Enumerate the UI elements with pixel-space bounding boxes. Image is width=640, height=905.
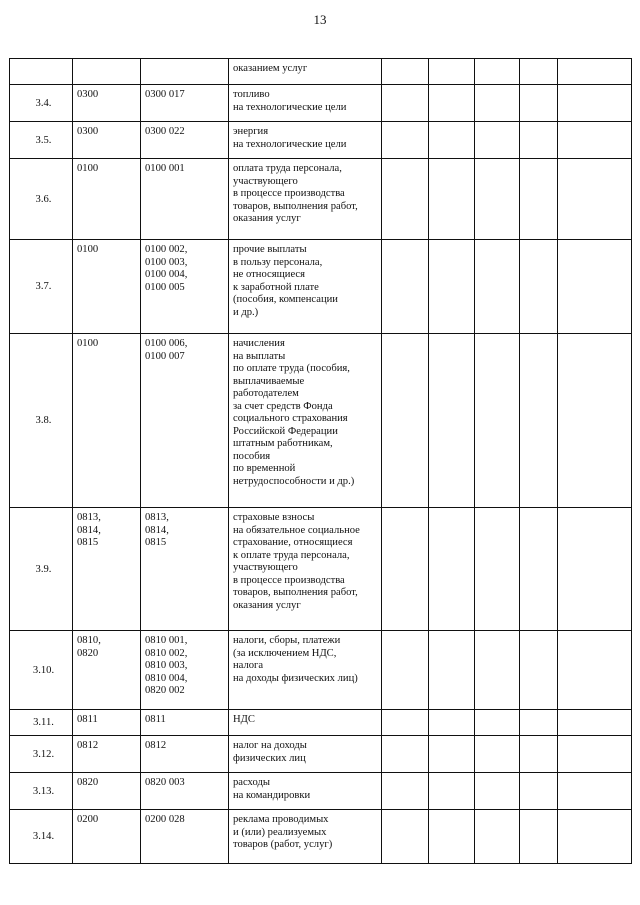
item-code bbox=[141, 773, 229, 810]
item-code-line: 0810 001, bbox=[145, 635, 188, 646]
section-code-line: 0100 bbox=[77, 163, 99, 174]
section-code bbox=[73, 240, 141, 334]
item-description-line: товаров (работ, услуг) bbox=[233, 839, 333, 850]
item-description-line: в процессе производства bbox=[233, 188, 345, 199]
item-description-line: на технологические цели bbox=[233, 138, 347, 150]
item-code bbox=[141, 710, 229, 736]
item-description-line: оказанием услуг bbox=[233, 63, 308, 74]
table-row bbox=[10, 334, 632, 508]
item-description-line: нетрудоспособности и др.) bbox=[233, 475, 355, 487]
empty-cell bbox=[520, 122, 558, 159]
item-description-line: НДС bbox=[233, 714, 255, 725]
item-description-line: прочие выплаты bbox=[233, 244, 307, 255]
empty-cell bbox=[429, 159, 475, 240]
empty-cell bbox=[382, 334, 429, 508]
section-code-line: 0820 bbox=[77, 647, 99, 659]
item-description-line: Российской Федерации bbox=[233, 425, 338, 437]
empty-cell bbox=[558, 710, 632, 736]
item-description-line: страхование, относящиеся bbox=[233, 537, 353, 548]
empty-cell bbox=[475, 59, 520, 85]
empty-cell bbox=[382, 631, 429, 710]
item-description-line: за счет средств Фонда bbox=[233, 400, 333, 412]
empty-cell bbox=[558, 159, 632, 240]
section-code-line: 0812 bbox=[77, 740, 99, 751]
cost-items-table bbox=[9, 58, 632, 864]
item-description-line: в пользу персонала, bbox=[233, 256, 323, 268]
item-description bbox=[229, 810, 382, 864]
item-description-line: к оплате труда персонала, bbox=[233, 549, 350, 561]
item-code bbox=[141, 59, 229, 85]
empty-cell bbox=[558, 334, 632, 508]
item-description-line: реклама проводимых bbox=[233, 814, 329, 825]
table-row bbox=[10, 508, 632, 631]
empty-cell bbox=[382, 810, 429, 864]
empty-cell bbox=[558, 122, 632, 159]
table-row bbox=[10, 710, 632, 736]
empty-cell bbox=[520, 240, 558, 334]
empty-cell bbox=[382, 773, 429, 810]
section-code-line: 0815 bbox=[77, 537, 99, 548]
item-description-line: налоги, сборы, платежи bbox=[233, 635, 341, 646]
item-description-line: расходы bbox=[233, 777, 270, 788]
empty-cell bbox=[520, 631, 558, 710]
empty-cell bbox=[475, 631, 520, 710]
item-description bbox=[229, 736, 382, 773]
empty-cell bbox=[382, 59, 429, 85]
item-description bbox=[229, 710, 382, 736]
item-description bbox=[229, 122, 382, 159]
empty-cell bbox=[429, 85, 475, 122]
item-code bbox=[141, 631, 229, 710]
section-code-line: 0813, bbox=[77, 512, 101, 523]
empty-cell bbox=[475, 122, 520, 159]
empty-cell bbox=[475, 810, 520, 864]
empty-cell bbox=[520, 810, 558, 864]
item-code-line: 0810 004, bbox=[145, 672, 188, 684]
item-code bbox=[141, 508, 229, 631]
empty-cell bbox=[475, 240, 520, 334]
row-number bbox=[10, 59, 73, 85]
section-code bbox=[73, 159, 141, 240]
item-code-line: 0100 003, bbox=[145, 256, 188, 268]
row-number: 3.12. bbox=[10, 736, 73, 773]
empty-cell bbox=[558, 736, 632, 773]
item-description-line: налога bbox=[233, 660, 264, 671]
item-description-line: начисления bbox=[233, 338, 285, 349]
table-row bbox=[10, 85, 632, 122]
item-code-line: 0300 022 bbox=[145, 126, 185, 137]
row-number: 3.4. bbox=[10, 85, 73, 122]
section-code bbox=[73, 631, 141, 710]
empty-cell bbox=[429, 773, 475, 810]
section-code bbox=[73, 59, 141, 85]
item-description bbox=[229, 159, 382, 240]
item-code-line: 0820 003 bbox=[145, 777, 185, 788]
item-description bbox=[229, 631, 382, 710]
empty-cell bbox=[558, 508, 632, 631]
section-code bbox=[73, 736, 141, 773]
section-code-line: 0300 bbox=[77, 126, 99, 137]
empty-cell bbox=[558, 240, 632, 334]
row-number: 3.13. bbox=[10, 773, 73, 810]
row-number: 3.7. bbox=[10, 240, 73, 334]
item-description bbox=[229, 59, 382, 85]
item-code-line: 0100 005 bbox=[145, 281, 185, 293]
empty-cell bbox=[520, 59, 558, 85]
item-code-line: 0810 003, bbox=[145, 660, 188, 671]
table-row bbox=[10, 159, 632, 240]
table-row bbox=[10, 59, 632, 85]
empty-cell bbox=[558, 631, 632, 710]
empty-cell bbox=[429, 710, 475, 736]
item-description-line: налог на доходы bbox=[233, 740, 307, 751]
item-description-line: товаров, выполнения работ, bbox=[233, 200, 358, 212]
empty-cell bbox=[382, 159, 429, 240]
empty-cell bbox=[382, 508, 429, 631]
empty-cell bbox=[475, 508, 520, 631]
item-code-line: 0811 bbox=[145, 714, 166, 725]
empty-cell bbox=[475, 334, 520, 508]
section-code bbox=[73, 508, 141, 631]
item-description bbox=[229, 240, 382, 334]
empty-cell bbox=[429, 334, 475, 508]
item-description-line: штатным работникам, bbox=[233, 438, 333, 449]
empty-cell bbox=[382, 122, 429, 159]
item-code-line: 0100 007 bbox=[145, 350, 185, 362]
item-description-line: работодателем bbox=[233, 388, 299, 399]
empty-cell bbox=[429, 240, 475, 334]
empty-cell bbox=[382, 710, 429, 736]
item-description-line: участвующего bbox=[233, 562, 298, 573]
section-code-line: 0100 bbox=[77, 244, 99, 255]
section-code-line: 0100 bbox=[77, 338, 99, 349]
item-description-line: и (или) реализуемых bbox=[233, 826, 327, 838]
item-code-line: 0300 017 bbox=[145, 89, 185, 100]
empty-cell bbox=[382, 85, 429, 122]
item-description-line: товаров, выполнения работ, bbox=[233, 587, 358, 598]
item-code-line: 0814, bbox=[145, 524, 169, 536]
section-code-line: 0811 bbox=[77, 714, 98, 725]
item-description-line: на технологические цели bbox=[233, 101, 347, 113]
empty-cell bbox=[429, 122, 475, 159]
empty-cell bbox=[429, 631, 475, 710]
item-description-line: физических лиц bbox=[233, 752, 306, 764]
section-code bbox=[73, 85, 141, 122]
empty-cell bbox=[475, 85, 520, 122]
empty-cell bbox=[429, 508, 475, 631]
section-code-line: 0814, bbox=[77, 524, 101, 536]
item-description-line: выплачиваемые bbox=[233, 375, 305, 387]
section-code-line: 0810, bbox=[77, 635, 101, 646]
item-description-line: (за исключением НДС, bbox=[233, 647, 337, 659]
item-code bbox=[141, 810, 229, 864]
item-description-line: участвующего bbox=[233, 175, 298, 187]
item-description-line: пособия bbox=[233, 450, 271, 462]
item-description-line: не относящиеся bbox=[233, 269, 305, 280]
empty-cell bbox=[558, 810, 632, 864]
row-number: 3.5. bbox=[10, 122, 73, 159]
item-code-line: 0100 002, bbox=[145, 244, 188, 255]
section-code bbox=[73, 334, 141, 508]
empty-cell bbox=[382, 736, 429, 773]
item-code-line: 0815 bbox=[145, 537, 167, 548]
empty-cell bbox=[429, 736, 475, 773]
item-code bbox=[141, 736, 229, 773]
item-code-line: 0820 002 bbox=[145, 685, 185, 696]
item-description-line: оказания услуг bbox=[233, 599, 301, 611]
item-description-line: оплата труда персонала, bbox=[233, 163, 342, 174]
row-number: 3.11. bbox=[10, 710, 73, 736]
item-description-line: на выплаты bbox=[233, 350, 286, 362]
item-description bbox=[229, 334, 382, 508]
section-code bbox=[73, 710, 141, 736]
empty-cell bbox=[520, 159, 558, 240]
item-code-line: 0100 001 bbox=[145, 163, 185, 174]
table-row bbox=[10, 736, 632, 773]
section-code-line: 0200 bbox=[77, 814, 99, 825]
item-description bbox=[229, 773, 382, 810]
empty-cell bbox=[475, 736, 520, 773]
item-description-line: и др.) bbox=[233, 306, 259, 318]
item-description-line: страховые взносы bbox=[233, 512, 315, 523]
item-code bbox=[141, 122, 229, 159]
empty-cell bbox=[429, 810, 475, 864]
row-number: 3.8. bbox=[10, 334, 73, 508]
empty-cell bbox=[520, 736, 558, 773]
empty-cell bbox=[558, 773, 632, 810]
empty-cell bbox=[558, 85, 632, 122]
empty-cell bbox=[520, 334, 558, 508]
item-description-line: к заработной плате bbox=[233, 281, 319, 293]
empty-cell bbox=[520, 773, 558, 810]
item-code bbox=[141, 240, 229, 334]
item-code-line: 0100 006, bbox=[145, 338, 188, 349]
table-row bbox=[10, 631, 632, 710]
table-row bbox=[10, 122, 632, 159]
empty-cell bbox=[382, 240, 429, 334]
item-code-line: 0100 004, bbox=[145, 269, 188, 280]
section-code-line: 0820 bbox=[77, 777, 99, 788]
item-description-line: (пособия, компенсации bbox=[233, 294, 338, 305]
empty-cell bbox=[520, 710, 558, 736]
empty-cell bbox=[475, 159, 520, 240]
section-code bbox=[73, 810, 141, 864]
item-code-line: 0810 002, bbox=[145, 647, 188, 659]
section-code bbox=[73, 773, 141, 810]
item-description bbox=[229, 85, 382, 122]
item-description-line: по временной bbox=[233, 463, 296, 474]
item-description-line: по оплате труда (пособия, bbox=[233, 363, 350, 374]
table-row bbox=[10, 773, 632, 810]
empty-cell bbox=[520, 508, 558, 631]
table-row bbox=[10, 810, 632, 864]
item-description bbox=[229, 508, 382, 631]
item-description-line: на командировки bbox=[233, 789, 311, 801]
item-description-line: топливо bbox=[233, 89, 270, 100]
row-number: 3.14. bbox=[10, 810, 73, 864]
item-code-line: 0813, bbox=[145, 512, 169, 523]
item-code bbox=[141, 334, 229, 508]
item-description-line: на доходы физических лиц) bbox=[233, 672, 358, 684]
item-description-line: на обязательное социальное bbox=[233, 524, 360, 536]
empty-cell bbox=[429, 59, 475, 85]
item-code-line: 0200 028 bbox=[145, 814, 185, 825]
empty-cell bbox=[558, 59, 632, 85]
item-description-line: социального страхования bbox=[233, 413, 348, 424]
empty-cell bbox=[475, 773, 520, 810]
item-code-line: 0812 bbox=[145, 740, 167, 751]
page-number: 13 bbox=[313, 12, 327, 27]
item-description-line: энергия bbox=[233, 126, 269, 137]
row-number: 3.10. bbox=[10, 631, 73, 710]
section-code-line: 0300 bbox=[77, 89, 99, 100]
empty-cell bbox=[475, 710, 520, 736]
item-code bbox=[141, 85, 229, 122]
row-number: 3.6. bbox=[10, 159, 73, 240]
item-description-line: оказания услуг bbox=[233, 213, 301, 224]
table-row bbox=[10, 240, 632, 334]
row-number: 3.9. bbox=[10, 508, 73, 631]
item-description-line: в процессе производства bbox=[233, 574, 345, 586]
section-code bbox=[73, 122, 141, 159]
empty-cell bbox=[520, 85, 558, 122]
item-code bbox=[141, 159, 229, 240]
